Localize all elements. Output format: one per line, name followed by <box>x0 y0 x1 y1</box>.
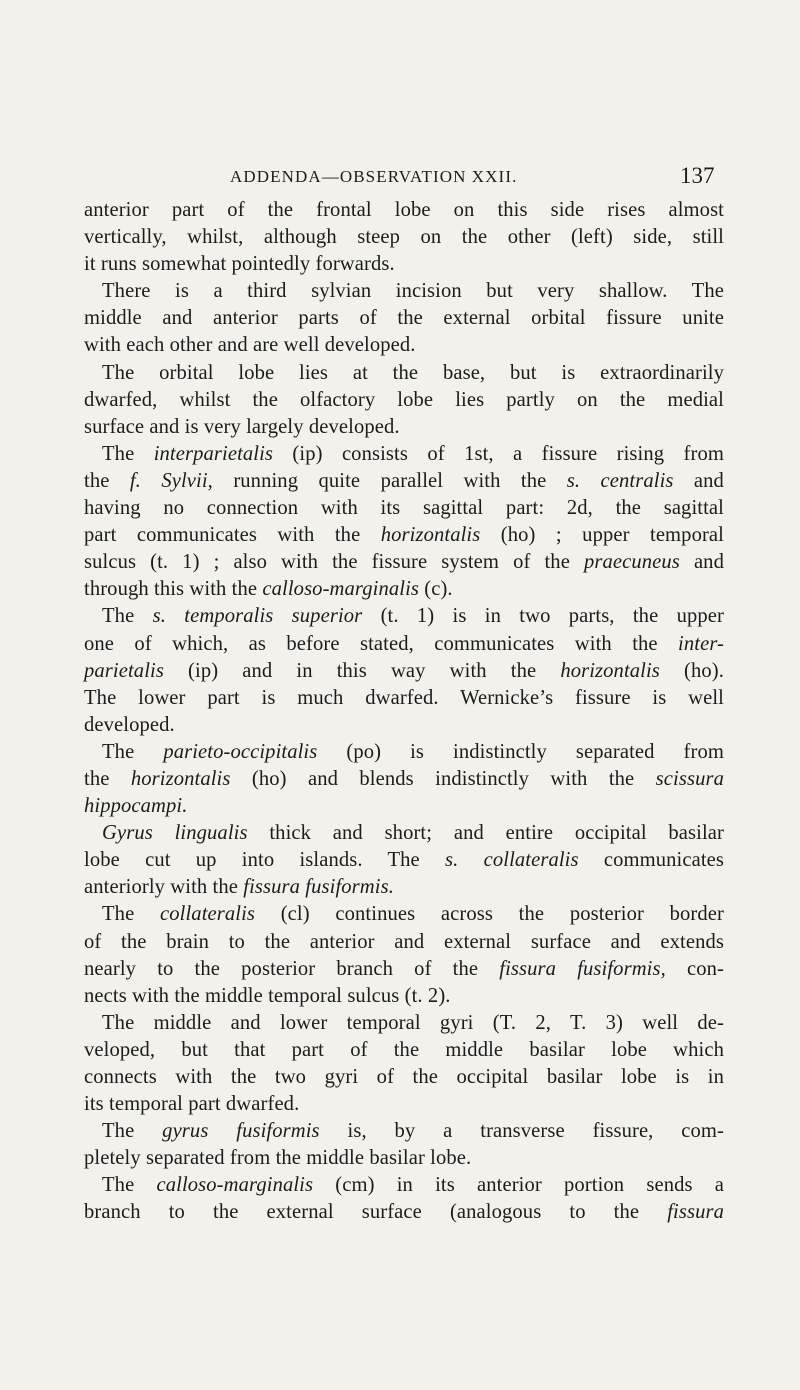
text-run: anterior part of the frontal lobe on this side rises almost <box>84 199 724 221</box>
text-line <box>84 712 724 739</box>
text-run: The <box>102 605 153 628</box>
text-run: communicates <box>578 849 724 872</box>
text-line <box>84 1091 724 1118</box>
text-run: (ho) and blends indistinctly with the <box>230 767 656 790</box>
text-line <box>84 631 724 658</box>
text-run: the <box>84 767 131 790</box>
text-line <box>84 576 724 603</box>
italic-term: calloso-marginalis <box>156 1174 314 1197</box>
text-run: dwarfed, whilst the olfactory lobe lies partly on the medial <box>84 388 724 411</box>
text-run: part communicates with the <box>84 524 381 547</box>
text-run: and <box>679 551 724 574</box>
text-run: The <box>102 903 161 926</box>
text-line <box>84 1172 724 1199</box>
text-line <box>84 522 724 549</box>
italic-term: interparietalis <box>153 442 274 465</box>
text-line <box>84 1037 724 1064</box>
italic-term: fissura fusiformis, <box>499 957 666 980</box>
text-run: one of which, as before stated, communicates with the <box>84 632 679 655</box>
text-run: middle and anterior parts of the external orbital fissure unite <box>84 307 724 330</box>
italic-term: s. centralis <box>566 469 674 492</box>
text-line <box>84 468 724 495</box>
italic-term: Gyrus lingualis <box>102 822 248 845</box>
text-run: (ho) ; upper temporal <box>480 524 724 547</box>
text-line <box>84 441 724 468</box>
italic-term: s. temporalis superior <box>152 605 363 628</box>
text-run: nects with the middle temporal sulcus (t. 2). <box>84 984 451 1007</box>
text-line <box>84 1064 724 1091</box>
text-line <box>84 685 724 712</box>
text-line <box>84 197 724 224</box>
italic-term: fissura <box>667 1201 724 1224</box>
text-run: (t. 1) is in two parts, the upper <box>362 605 724 628</box>
text-run: nearly to the posterior branch of the <box>84 957 500 980</box>
italic-term: praecuneus <box>583 551 680 574</box>
text-run: The <box>102 1174 157 1197</box>
text-run: The <box>102 740 164 763</box>
text-line <box>84 224 724 251</box>
text-run: vertically, whilst, although steep on the other (left) side, still <box>84 226 724 249</box>
text-line <box>84 1010 724 1037</box>
text-run: its temporal part dwarfed. <box>84 1093 300 1116</box>
text-line <box>84 332 724 359</box>
text-run: lobe cut up into islands. The <box>84 849 446 872</box>
text-run: The lower part is much dwarfed. Wernicke’s fissure is well <box>84 686 724 709</box>
text-run: having no connection with its sagittal part: 2d, the sagittal <box>84 497 724 520</box>
text-run: con- <box>665 957 724 980</box>
text-line <box>84 874 724 901</box>
text-run: sulcus (t. 1) ; also with the fissure system of the <box>84 551 584 574</box>
text-run: veloped, but that part of the middle basilar lobe which <box>84 1038 724 1061</box>
italic-term: scissura <box>655 767 724 790</box>
italic-term: s. collateralis <box>445 849 579 872</box>
text-run: with each other and are well developed. <box>84 334 416 357</box>
text-run: (cl) continues across the posterior border <box>255 903 724 926</box>
text-run: connects with the two gyri of the occipital basilar lobe is in <box>84 1066 724 1088</box>
text-line <box>84 658 724 685</box>
text-line <box>84 983 724 1010</box>
text-line <box>84 387 724 414</box>
text-line <box>84 901 724 928</box>
text-run: branch to the external surface (analogous to the <box>84 1201 668 1224</box>
italic-term: fissura fusiformis. <box>243 876 394 899</box>
text-run: and <box>673 469 724 492</box>
page-number: 137 <box>680 163 715 188</box>
italic-term: gyrus fusiformis <box>162 1120 320 1143</box>
text-run: pletely separated from the middle basilar lobe. <box>84 1147 472 1170</box>
text-line <box>84 1145 724 1172</box>
text-run: it runs somewhat pointedly forwards. <box>84 253 395 276</box>
text-line <box>84 766 724 793</box>
text-run: surface and is very largely developed. <box>84 415 400 438</box>
text-run: (c). <box>419 578 453 601</box>
italic-term: inter- <box>678 632 724 655</box>
text-line <box>84 1199 724 1226</box>
text-line <box>84 251 724 278</box>
text-line <box>84 956 724 983</box>
italic-term: parietalis <box>84 659 164 682</box>
text-run: The <box>102 1120 163 1143</box>
text-run: There is a third sylvian incision but very shallow. The <box>102 280 724 303</box>
text-run: The middle and lower temporal gyri (T. 2, T. 3) well de- <box>102 1011 724 1034</box>
running-head-title: ADDENDA—OBSERVATION XXII. <box>230 167 518 186</box>
text-run: (po) is indistinctly separated from <box>317 740 724 763</box>
text-run: (ho). <box>659 659 724 682</box>
italic-term: hippocampi. <box>84 795 188 818</box>
text-run: The <box>102 442 154 465</box>
text-line <box>84 414 724 441</box>
text-run: (ip) consists of 1st, a fissure rising from <box>273 442 724 465</box>
text-line <box>84 739 724 766</box>
text-line <box>84 1118 724 1145</box>
text-run: developed. <box>84 713 175 736</box>
text-run: is, by a transverse fissure, com- <box>319 1120 724 1143</box>
text-line <box>84 495 724 522</box>
italic-term: horizontalis <box>560 659 660 682</box>
text-line <box>84 847 724 874</box>
text-run: (cm) in its anterior portion sends a <box>313 1174 724 1197</box>
text-run: The orbital lobe lies at the base, but is extraordinarily <box>102 361 724 384</box>
italic-term: f. Sylvii, <box>129 469 213 492</box>
text-line <box>84 278 724 305</box>
text-line <box>84 549 724 576</box>
italic-term: horizontalis <box>130 767 231 790</box>
text-line <box>84 820 724 847</box>
body-text <box>84 197 724 1227</box>
running-head <box>0 165 800 201</box>
text-line <box>84 603 724 630</box>
text-line <box>84 360 724 387</box>
italic-term: horizontalis <box>380 524 481 547</box>
text-line <box>84 793 724 820</box>
text-run: of the brain to the anterior and external surface and extends <box>84 930 724 953</box>
text-run: running quite parallel with the <box>212 469 567 492</box>
italic-term: parieto-occipitalis <box>163 740 318 763</box>
text-run: through this with the <box>84 578 263 601</box>
italic-term: calloso-marginalis <box>262 578 420 601</box>
text-run: thick and short; and entire occipital basilar <box>247 822 725 845</box>
italic-term: collateralis <box>160 903 256 926</box>
text-run: the <box>84 469 130 492</box>
text-line <box>84 305 724 332</box>
text-line <box>84 929 724 956</box>
text-run: anteriorly with the <box>84 876 244 899</box>
text-run: (ip) and in this way with the <box>163 659 561 682</box>
